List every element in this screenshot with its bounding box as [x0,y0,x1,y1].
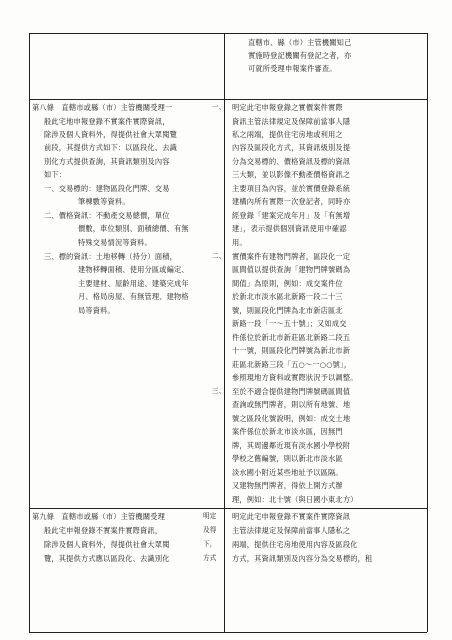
text-line: 理，例如：北十號（與日國小東北方） [232,495,358,504]
list-item: 特殊交易情況等資料。 [78,238,152,247]
text-line: 內容及區段化方式，其資訊級別及提 [232,143,351,152]
list-item: 三、標的資訊：土地移轉（持分）面積， [44,252,177,261]
row-divider-1 [29,99,427,100]
side-mark: 方式 [203,554,217,562]
text-line: 號，則區段化門牌為北市新店區北 [232,306,343,315]
list-item: 二、價格資訊：不動產交易總價，單位 [44,211,170,220]
text-line: 前段，其提供方式如下：以區段化、去識 [44,143,177,152]
text-line: 新路一段「一～五十號」；又如成交 [232,319,347,328]
list-item: 建物移轉面積、使用分區或編定、 [78,265,189,274]
text-line: 兩端，提供住宅房地使用內容及區段化 [232,540,358,549]
text-line: 查詢或無門牌者，則以所有地號、地 [232,400,351,409]
text-line: 般此宅地申報登錄不實案件實際資訊， [44,117,170,126]
text-line: 般此宅申報登錄不實案件實際資訊， [44,526,163,535]
text-line: 實價案件有建物門牌者，區段化一定 [232,252,351,261]
list-item: 月、格局房屋、有無管理、建物格 [78,292,189,301]
text-line: 資訊主管法律規定及保障前當事人隱 [232,117,351,126]
text-line: 又建物無門牌者，得依上開方式辦 [232,481,343,490]
text-line: 參照現地方資料或實際狀況予以調整。 [232,373,358,382]
table-left-border [29,33,30,632]
text-line: 明定此宅申報登錄之實價案件實際 [232,103,343,112]
text-line: 實施時登記機關有登記之者，亦 [248,51,352,60]
text-line: 間值」為原則，例如：成交案件位 [232,279,343,288]
side-mark: 明定 [203,512,217,520]
list-item: 價數，車位類別、面積總價、有無 [78,224,189,233]
table-right-border [427,33,428,632]
list-item: 局等資料。 [78,306,115,315]
table-column-divider [224,33,225,632]
item-number: 二、 [212,252,226,260]
text-line: 私之兩端，提供住宅房地或利用之 [232,130,343,139]
text-line: 直轄市、縣（市）主管機關知己 [248,38,352,47]
text-line: 莊區北新路三段「五○～一○○號」， [232,360,352,369]
text-line: 牌，其周邊鄰近現有淡水國小學校附 [232,441,351,450]
text-line: 主要項目為內容，並於實價登錄系統 [232,184,351,193]
text-line: 明定此宅申報登錄不實案件實際資訊 [232,512,351,521]
text-line: 除涉及個人資料外，得提供社會大眾閱覽 [44,130,177,139]
text-line: 至於不適合提供建物門牌號碼區間值 [232,387,351,396]
text-line: 件係位於新北市新莊區北新路二段五 [232,333,351,342]
text-line: 經登錄「建案完成年月」及「有無增 [232,211,351,220]
side-mark: 及得 [203,526,217,534]
text-line: 除涉及個人資料外，得提供社會大眾閱 [44,540,170,549]
text-line: 十一號，則區段化門牌號為新北市新 [232,346,351,355]
text-line: 案件係位於新北市淡水區，因無門 [232,427,343,436]
text-line: 主管法律規定及保障前當事人隱私之 [232,526,351,535]
text-line: 如下： [44,170,67,179]
text-line: 可就所受理申報案件審查。 [248,64,337,73]
list-item: 筆棟數等資料。 [78,197,130,206]
text-line: 淡水國小附近某些地址予以區隔。 [232,468,343,477]
row-divider-2 [29,508,427,509]
text-line: 建構內所有實際一次登記者，同時亦 [232,197,351,206]
text-line: 別化方式提供查詢，其資訊類別及內容 [44,157,170,166]
item-number: 三、 [212,387,226,395]
text-line: 學校之舊編號，則以新北市淡水區 [232,454,343,463]
text-line: 建」，表示提供個別資訊使用中確認 [232,224,347,233]
table-top-border [29,33,427,34]
text-line: 用。 [232,238,247,247]
list-item: 一、交易標的：建物區段化門牌、交易 [44,184,170,193]
text-line: 方式，其資訊類別及內容分為交易標的，租 [232,554,373,563]
article-title: 第九條 直轄市或縣（市）主管機關受理 [32,512,165,521]
text-line: 覽，其提供方式應以區段化、去識別化 [44,554,170,563]
item-number: 一、 [212,103,226,111]
text-line: 區間值以提供查詢「建物門牌號碼為 [232,265,351,274]
list-item: 主要建材、屋齡用途、建築完成年 [78,279,189,288]
text-line: 號之區段化號說明，例如：成交土地 [232,414,351,423]
text-line: 於新北市淡水區北新路一段二十三 [232,292,343,301]
side-mark: 下， [203,540,217,548]
table-bottom-border [29,632,427,633]
text-line: 三大類，並以影像不動產價格資訊之 [232,170,351,179]
text-line: 分為交易標的、價格資訊及標的資訊 [232,157,351,166]
article-title: 第八條 直轄市或縣（市）主管機關受理一 [32,103,173,112]
